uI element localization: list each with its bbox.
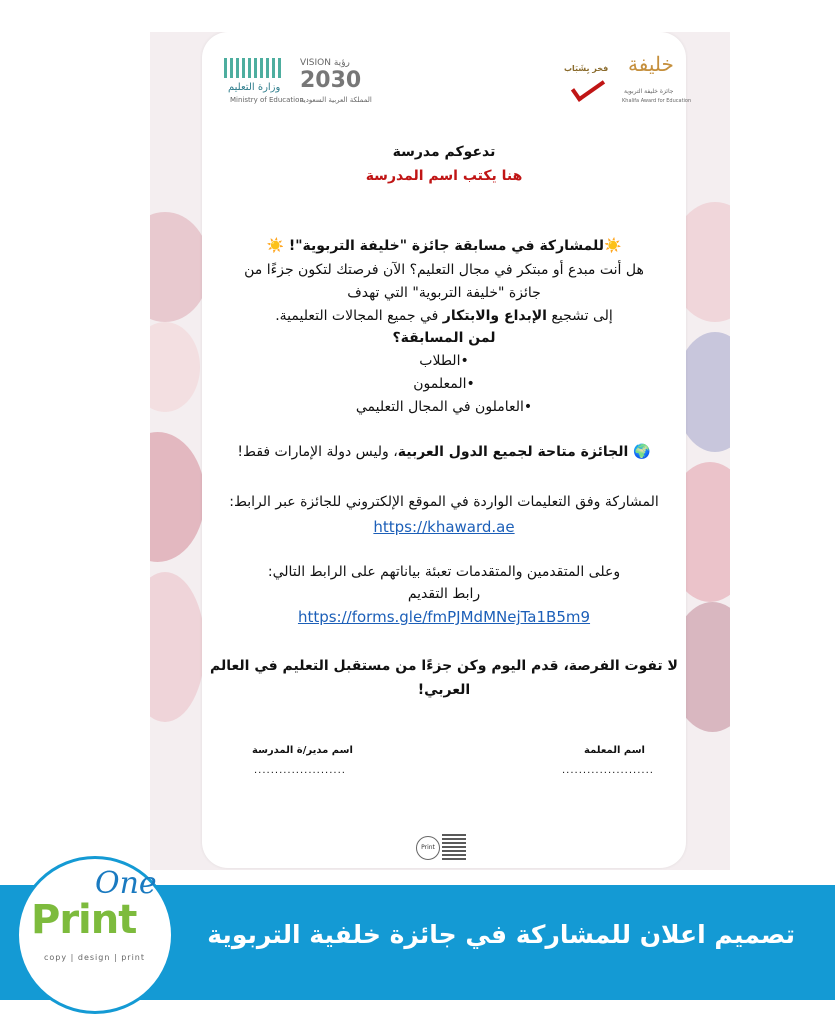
flower-decoration: [150, 572, 205, 722]
poster-page: [150, 32, 730, 870]
checkmark-icon: [571, 72, 605, 102]
audience-heading: لمن المسابقة؟: [392, 330, 496, 346]
form-link[interactable]: https://forms.gle/fmPJMdMNejTa1B5m9: [297, 608, 591, 626]
vision-2030-logo: [298, 56, 388, 108]
availability-rest: ، وليس دولة الإمارات فقط!: [237, 444, 398, 460]
cta-line-1: لا تفوت الفرصة، قدم اليوم وكن جزءًا من مستقبل التعليم في العالم: [210, 658, 678, 674]
fakhr-logo: [564, 62, 614, 102]
audience-item-teachers: •المعلمون: [413, 376, 475, 392]
website-link[interactable]: https://khaward.ae: [373, 518, 515, 536]
vision-country: المملكة العربية السعودية: [300, 96, 372, 104]
vision-label: VISION رؤية: [300, 58, 350, 68]
qr-code: [442, 834, 466, 860]
availability-line: [202, 444, 686, 460]
teacher-name-label: اسم المعلمة: [584, 745, 645, 756]
intro-line-3-prefix: إلى تشجيع: [551, 308, 613, 324]
audience-item-staff: •العاملون في المجال التعليمي: [355, 399, 533, 415]
ministry-name-en: Ministry of Education: [230, 96, 304, 104]
availability-bold: 🌍 الجائزة متاحة لجميع الدول العربية: [397, 444, 651, 460]
flower-decoration: [150, 212, 210, 322]
print-footer-text: Print: [421, 844, 435, 851]
khalifa-award-logo: [622, 50, 692, 112]
school-name-placeholder: هنا يكتب اسم المدرسة: [365, 168, 523, 184]
ministry-logo-mark: [224, 58, 282, 78]
cta-line-2: العربي!: [417, 682, 471, 698]
website-link-row: [202, 518, 686, 536]
competition-heading: ☀️للمشاركة في مسابقة جائزة "خليفة التربوية"! ☀️: [266, 238, 622, 254]
khalifa-mark: خليفة: [628, 52, 674, 76]
ministry-logo: [218, 56, 304, 108]
apply-line: وعلى المتقدمين والمتقدمات تعبئة بياناتهم على الرابط التالي:: [267, 564, 621, 580]
fakhr-text: فخر بِشَبَاب: [564, 64, 609, 73]
principal-signature-line: ......................: [254, 765, 346, 776]
intro-line-3: [202, 308, 686, 324]
audience-item-students: •الطلاب: [419, 353, 469, 369]
instructions-line: المشاركة وفق التعليمات الواردة في الموقع الإلكتروني للجائزة عبر الرابط:: [229, 494, 659, 510]
apply-label: رابط التقديم: [407, 586, 481, 602]
khalifa-award-name: جائزة خليفة التربوية: [624, 88, 674, 95]
intro-line-3-suffix: في جميع المجالات التعليمية.: [275, 308, 439, 324]
intro-line-3-bold: الإبداع والابتكار: [442, 308, 547, 324]
flower-decoration: [150, 432, 205, 562]
teacher-signature-line: ......................: [562, 765, 654, 776]
invite-line: تدعوكم مدرسة: [392, 144, 496, 160]
form-link-row: [202, 608, 686, 626]
poster-card: [202, 32, 692, 868]
brand-one-text: One: [95, 866, 157, 901]
principal-name-label: اسم مدير/ة المدرسة: [252, 745, 353, 756]
khalifa-award-en: Khalifa Award for Education: [622, 98, 692, 104]
intro-line-2: جائزة "خليفة التربوية" التي تهدف: [347, 285, 541, 301]
flower-decoration: [150, 322, 200, 412]
banner-title: تصميم اعلان للمشاركة في جائزة خلفية التربوية: [207, 920, 795, 949]
ministry-name-ar: وزارة التعليم: [228, 82, 281, 93]
vision-year: 2030: [300, 68, 362, 93]
print-footer-logo: [416, 836, 440, 860]
brand-tagline: copy | design | print: [44, 953, 146, 962]
brand-print-text: Print: [31, 897, 137, 943]
intro-line-1: هل أنت مبدع أو مبتكر في مجال التعليم؟ الآن فرصتك لتكون جزءًا من: [244, 262, 644, 278]
